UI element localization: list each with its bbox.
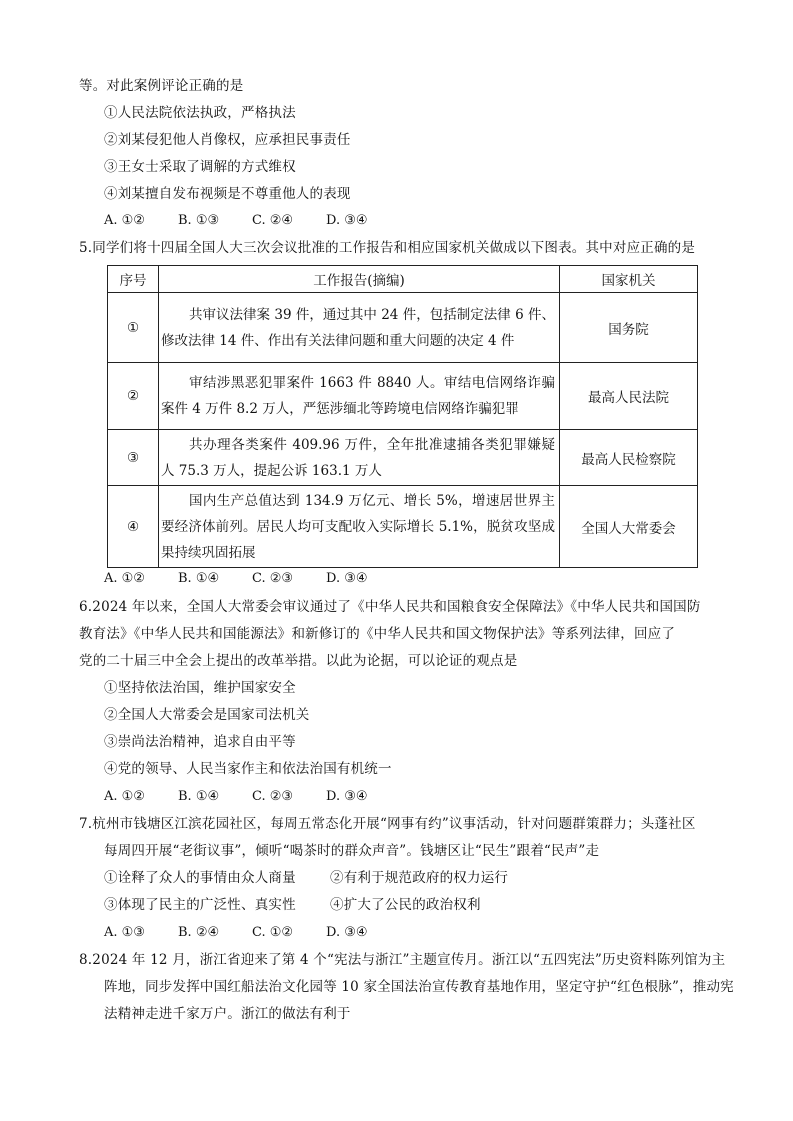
- row-number: ③: [108, 430, 159, 486]
- row-report: [159, 293, 560, 363]
- q7-options: [104, 924, 400, 942]
- q4-options: [104, 212, 400, 230]
- row-number: ④: [108, 486, 159, 568]
- row-number: ②: [108, 363, 159, 430]
- q4-option-d[interactable]: D. ③④: [326, 213, 368, 228]
- q5-option-d[interactable]: D. ③④: [326, 571, 368, 586]
- q7-option-a[interactable]: A. ①③: [104, 925, 145, 940]
- q7-stem-line-2: 每周四开展“老街议事”，倾听“喝茶时的群众声音”。钱塘区让“民生”跟着“民声”走: [104, 843, 600, 859]
- q6-option-c[interactable]: C. ②③: [252, 789, 294, 804]
- q5-stem: 5.同学们将十四届全国人大三次会议批准的工作报告和相应国家机关做成以下图表。其中对应正确的是: [79, 240, 696, 256]
- q5-option-a[interactable]: A. ①②: [104, 571, 145, 586]
- q6-statement-1: ①坚持依法治国，维护国家安全: [104, 680, 296, 696]
- q7-option-d[interactable]: D. ③④: [326, 925, 368, 940]
- q7-stem-line-1: 7.杭州市钱塘区江滨花园社区，每周五常态化开展“网事有约”议事活动，针对问题群策群力；头蓬社区: [79, 816, 696, 832]
- row-organ: 全国人大常委会: [560, 486, 698, 568]
- row-report: [159, 486, 560, 568]
- q6-stem-line-3: 党的二十届三中全会上提出的改革举措。以此为论据，可以论证的观点是: [79, 653, 518, 669]
- q6-statement-2: ②全国人大常委会是国家司法机关: [104, 707, 310, 723]
- row-organ: 国务院: [560, 293, 698, 363]
- q4-stem-tail: 等。对此案例评论正确的是: [79, 78, 244, 94]
- q8-stem-line-1: 8.2024 年 12 月，浙江省迎来了第 4 个“宪法与浙江”主题宣传月。浙江以“五四宪法”历史资料陈列馆为主: [79, 952, 726, 968]
- header-report: 工作报告(摘编): [159, 266, 560, 293]
- row-report: [159, 363, 560, 430]
- q6-stem-line-1: 6.2024 年以来，全国人大常委会审议通过了《中华人民共和国粮食安全保障法》《中华人民共和国国防: [79, 599, 701, 615]
- q4-statement-3: ③王女士采取了调解的方式维权: [104, 159, 296, 175]
- q6-option-d[interactable]: D. ③④: [326, 789, 368, 804]
- q8-stem-line-2: 阵地，同步发挥中国红船法治文化园等 10 家全国法治宣传教育基地作用，坚定守护“红色根脉”，推动宪: [104, 979, 734, 995]
- q6-option-b[interactable]: B. ①④: [178, 789, 220, 804]
- q5-report-table: [107, 265, 698, 568]
- header-organ: 国家机关: [560, 266, 698, 293]
- q5-option-c[interactable]: C. ②③: [252, 571, 294, 586]
- table-row: [108, 293, 698, 363]
- row-organ: 最高人民检察院: [560, 430, 698, 486]
- table-header-row: [108, 266, 698, 293]
- q5-options: [104, 570, 400, 588]
- q7-statement-1: ①诠释了众人的事情由众人商量: [104, 870, 296, 886]
- q6-option-a[interactable]: A. ①②: [104, 789, 145, 804]
- q7-option-c[interactable]: C. ①②: [252, 925, 294, 940]
- q4-option-c[interactable]: C. ②④: [252, 213, 294, 228]
- report-text: 国内生产总值达到 134.9 万亿元、增长 5%，增速居世界主要经济体前列。居民人均可支配收入实际增长 5.1%，脱贫攻坚成果持续巩固拓展: [161, 492, 555, 561]
- header-no: 序号: [108, 266, 159, 293]
- report-text: 审结涉黑恶犯罪案件 1663 件 8840 人。审结电信网络诈骗案件 4 万件 8.2 万人，严惩涉缅北等跨境电信网络诈骗犯罪: [161, 375, 555, 417]
- report-text: 共办理各类案件 409.96 万件，全年批准逮捕各类犯罪嫌疑人 75.3 万人，提起公诉 163.1 万人: [161, 436, 555, 479]
- q5-option-b[interactable]: B. ①④: [178, 571, 220, 586]
- q4-statement-4: ④刘某擅自发布视频是不尊重他人的表现: [104, 186, 351, 202]
- q6-statement-3: ③崇尚法治精神，追求自由平等: [104, 734, 296, 750]
- table-row: [108, 363, 698, 430]
- q4-option-a[interactable]: A. ①②: [104, 213, 145, 228]
- q4-option-b[interactable]: B. ①③: [178, 213, 220, 228]
- q7-statement-3: ③体现了民主的广泛性、真实性: [104, 897, 296, 913]
- row-organ: 最高人民法院: [560, 363, 698, 430]
- row-report: [159, 430, 560, 486]
- table-row: [108, 430, 698, 486]
- q7-option-b[interactable]: B. ②④: [178, 925, 220, 940]
- q6-options: [104, 788, 400, 806]
- q7-statement-4: ④扩大了公民的政治权利: [330, 897, 481, 913]
- q4-statement-1: ①人民法院依法执政，严格执法: [104, 105, 296, 121]
- q6-stem-line-2: 教育法》《中华人民共和国能源法》和新修订的《中华人民共和国文物保护法》等系列法律，回应了: [79, 626, 676, 642]
- q8-stem-line-3: 法精神走进千家万户。浙江的做法有利于: [104, 1006, 351, 1022]
- q6-statement-4: ④党的领导、人民当家作主和依法治国有机统一: [104, 761, 392, 777]
- table-row: [108, 486, 698, 568]
- q7-statement-2: ②有利于规范政府的权力运行: [330, 870, 509, 886]
- row-number: ①: [108, 293, 159, 363]
- q4-statement-2: ②刘某侵犯他人肖像权，应承担民事责任: [104, 132, 351, 148]
- report-text: 共审议法律案 39 件，通过其中 24 件，包括制定法律 6 件、修改法律 14 件、作出有关法律问题和重大问题的决定 4 件: [161, 306, 555, 349]
